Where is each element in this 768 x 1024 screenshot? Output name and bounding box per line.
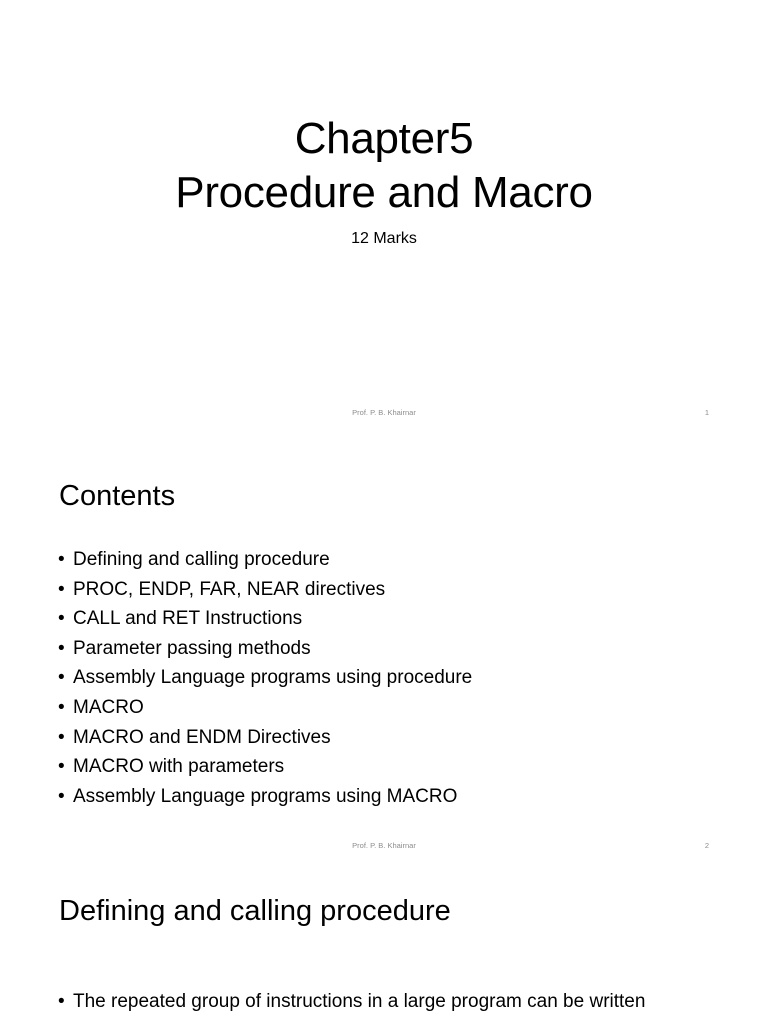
slide-number: 2 xyxy=(704,841,709,850)
list-item-text: MACRO and ENDM Directives xyxy=(73,726,331,748)
list-item-text: PROC, ENDP, FAR, NEAR directives xyxy=(73,578,386,600)
slide-3 xyxy=(0,865,768,1024)
list-item xyxy=(58,604,472,634)
list-item xyxy=(58,693,472,723)
slide-heading: Contents xyxy=(59,480,176,512)
list-item xyxy=(58,782,472,812)
list-item-text: Defining and calling procedure xyxy=(73,549,330,570)
contents-list xyxy=(58,545,472,811)
bullet-icon: • xyxy=(58,785,65,807)
bullet-icon: • xyxy=(58,991,65,1012)
slide-footer: Prof. P. B. Khairnar xyxy=(352,841,416,850)
list-item-text: MACRO with parameters xyxy=(73,756,285,778)
bullet-icon: • xyxy=(58,549,65,570)
chapter-title: Chapter5 xyxy=(294,114,474,163)
slide-footer: Prof. P. B. Khairnar xyxy=(352,408,416,417)
bullet-icon: • xyxy=(58,696,65,718)
bullet-icon: • xyxy=(58,637,65,659)
list-item xyxy=(58,545,472,575)
bullet-icon: • xyxy=(58,578,65,600)
list-item-text: Parameter passing methods xyxy=(73,637,311,659)
list-item-text: MACRO xyxy=(73,696,144,718)
list-item-text: CALL and RET Instructions xyxy=(73,608,303,630)
slide-2 xyxy=(0,432,768,865)
list-item-text: The repeated group of instructions in a large program can be written xyxy=(73,991,646,1012)
slide-number: 1 xyxy=(704,408,709,417)
bullet-icon: • xyxy=(58,726,65,748)
bullet-icon: • xyxy=(58,608,65,630)
slide-1 xyxy=(0,0,768,432)
list-item xyxy=(58,752,472,782)
bullet-icon: • xyxy=(58,667,65,689)
list-item xyxy=(58,575,472,605)
slide-heading: Defining and calling procedure xyxy=(59,895,451,927)
list-item xyxy=(58,634,472,664)
marks-label: 12 Marks xyxy=(351,230,417,247)
list-item-text: Assembly Language programs using procedure xyxy=(73,667,473,689)
chapter-subtitle-title: Procedure and Macro xyxy=(175,168,593,217)
list-item-text: Assembly Language programs using MACRO xyxy=(73,785,458,807)
list-item xyxy=(58,663,472,693)
bullet-icon: • xyxy=(58,756,65,778)
list-item xyxy=(58,723,472,753)
procedure-list xyxy=(58,987,645,1017)
list-item xyxy=(58,987,645,1017)
